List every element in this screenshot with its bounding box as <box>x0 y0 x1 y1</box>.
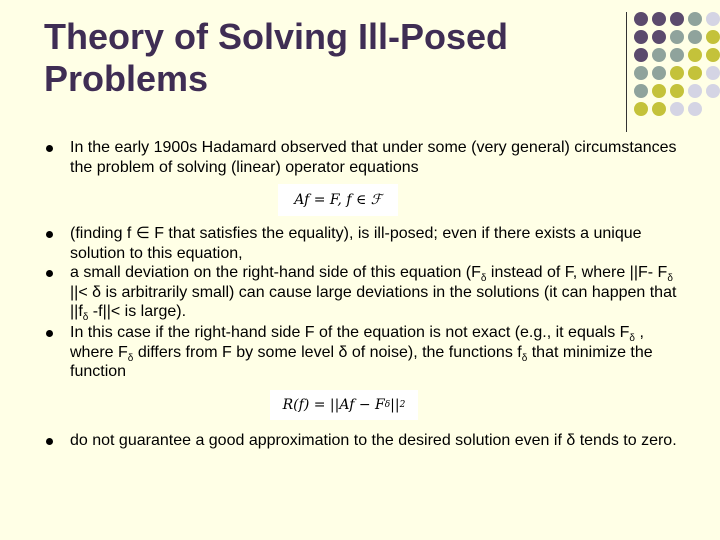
dot-icon <box>688 84 702 98</box>
formula-operator-equation <box>278 184 398 216</box>
dot-icon <box>706 48 720 62</box>
dot-icon <box>670 12 684 26</box>
bullet-marker <box>46 438 53 445</box>
dot-icon <box>688 102 702 116</box>
dot-icon <box>634 102 648 116</box>
bullet-text-ill-posed: (finding f ∈ F that satisfies the equality), is ill-posed; even if there exists a unique solution to this equation, <box>70 225 642 262</box>
bullet-text-hadamard: In the early 1900s Hadamard observed that under some (very general) circumstances the problem of solving (linear) operator equations <box>70 139 677 176</box>
bullet-text-small-deviation: a small deviation on the right-hand side of this equation ($F_\delta$ instead of F, where ||F- $F_\delta$ ||< δ is arbitrarily small) can cause large deviations in the solutions (it can happen that $||f_\delta$ -f||< is large). <box>70 264 677 324</box>
title-divider-line <box>626 12 627 132</box>
dot-icon <box>670 84 684 98</box>
slide-title <box>44 16 604 100</box>
dot-icon <box>688 66 702 80</box>
dot-icon <box>670 66 684 80</box>
dot-icon <box>688 30 702 44</box>
dot-icon <box>652 66 666 80</box>
dot-icon <box>670 48 684 62</box>
dot-icon <box>706 66 720 80</box>
dot-icon <box>706 30 720 44</box>
decorative-dot-grid <box>630 10 720 120</box>
bullet-marker <box>46 145 53 152</box>
dot-icon <box>652 12 666 26</box>
dot-icon <box>634 12 648 26</box>
dot-icon <box>688 12 702 26</box>
dot-icon <box>634 48 648 62</box>
dot-icon <box>670 30 684 44</box>
dot-icon <box>652 30 666 44</box>
dot-icon <box>706 84 720 98</box>
dot-icon <box>634 66 648 80</box>
formula-functional: R(f) = ||Af − F δ || 2 <box>270 390 418 420</box>
dot-icon <box>670 102 684 116</box>
formula-text: Af = F, f ∈ ℱ <box>294 192 382 208</box>
dot-icon <box>634 30 648 44</box>
bullet-text-noise: In this case if the right-hand side F of the equation is not exact (e.g., it equals $F_\delta$ , where $F_\delta$ differs from F by some level δ of noise), the functions $f_\delta$ that minimize the function <box>70 324 653 380</box>
dot-icon <box>688 48 702 62</box>
dot-icon <box>706 12 720 26</box>
title-line-1: Theory of Solving Ill-Posed <box>44 16 509 57</box>
bullet-marker <box>46 270 53 277</box>
title-line-2: Problems <box>44 58 209 99</box>
dot-icon <box>652 102 666 116</box>
dot-icon <box>652 84 666 98</box>
dot-icon <box>634 84 648 98</box>
bullet-marker <box>46 231 53 238</box>
bullet-text-conclusion: do not guarantee a good approximation to the desired solution even if δ tends to zero. <box>70 432 677 449</box>
dot-icon <box>652 48 666 62</box>
bullet-marker <box>46 330 53 337</box>
